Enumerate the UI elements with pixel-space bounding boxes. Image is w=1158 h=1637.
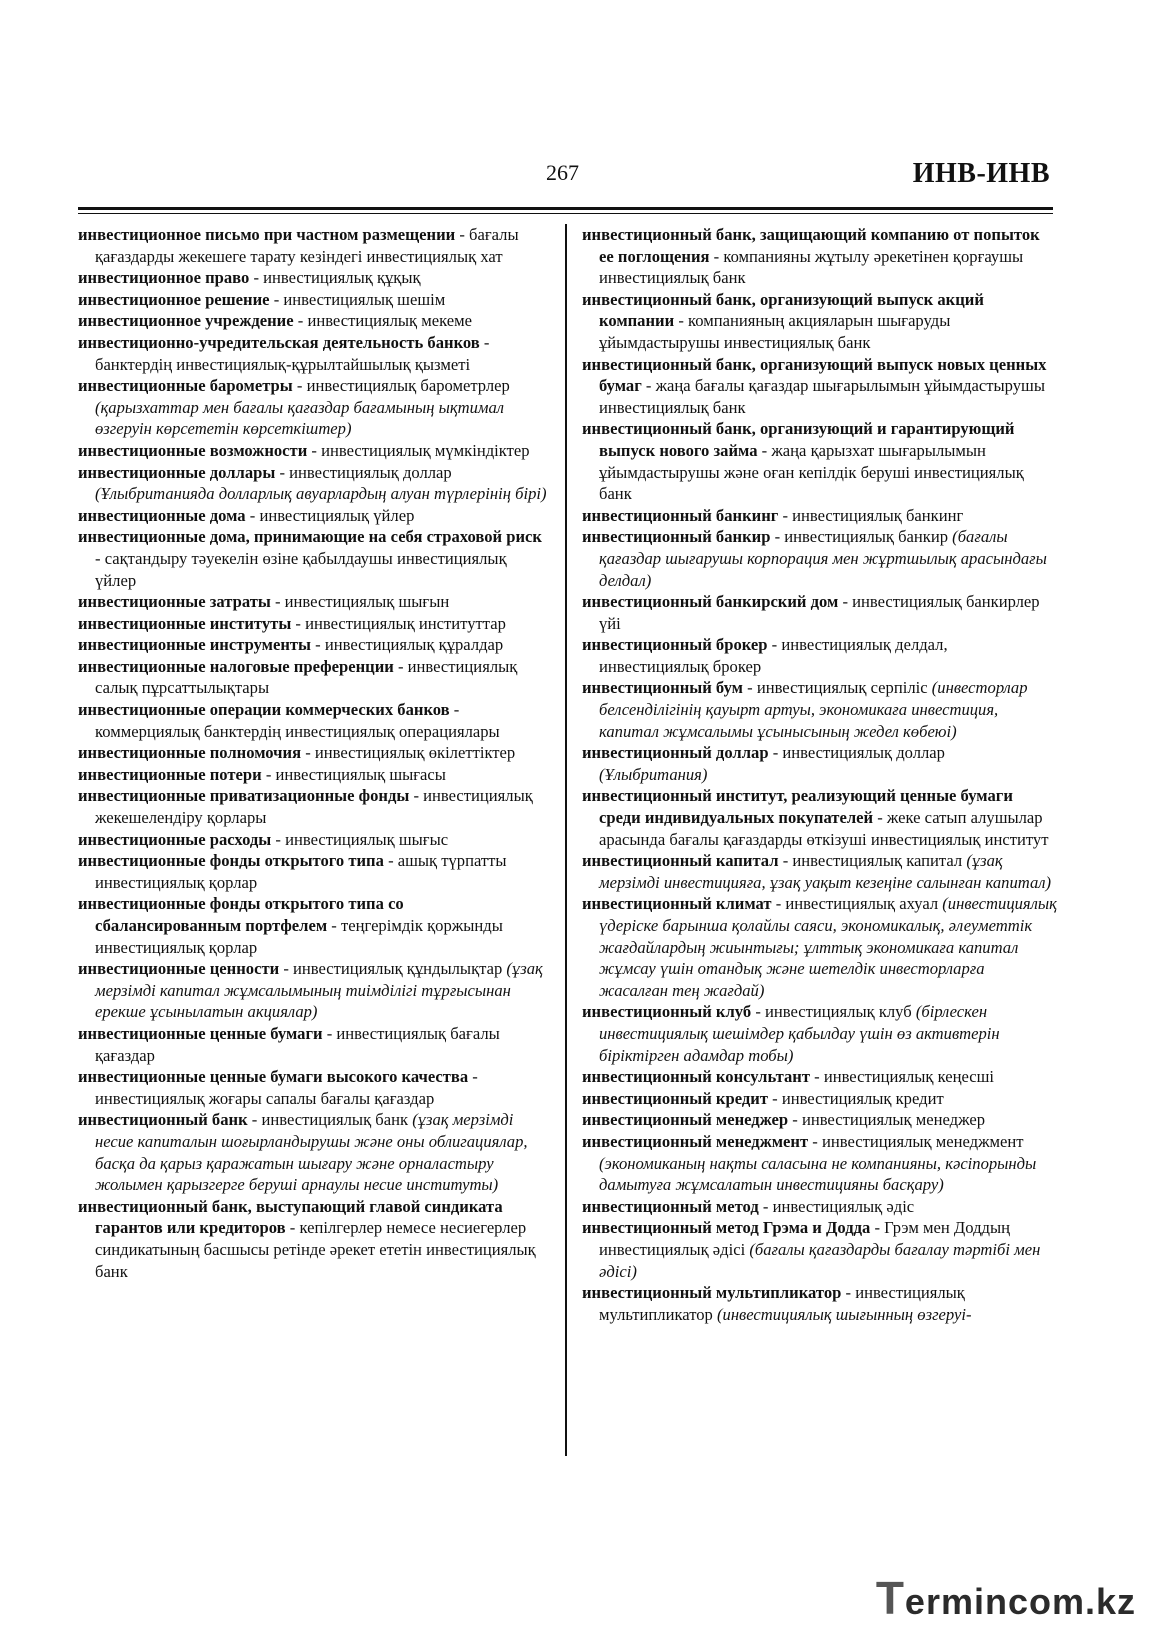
entry-definition: коммерциялық банктердің инвестициялық операциялары <box>95 721 500 741</box>
entry-term: инвестиционное письмо при частном размещении <box>78 225 456 244</box>
entry-definition: инвестициялық банк <box>261 1110 409 1130</box>
dictionary-entry: инвестиционное письмо при частном размещении - бағалы қағаздарды жекешеге тарату кезіндегі инвестициялық хат <box>78 225 519 266</box>
dictionary-entry: инвестиционные дома, принимающие на себя страховой риск - сақтандыру тәуекелін өзіне қабылдаушы инвестициялық үйлер <box>78 527 542 590</box>
dictionary-entry: инвестиционные затраты - инвестициялық шығын <box>78 592 450 612</box>
entry-term: инвестиционный бум <box>582 678 743 698</box>
entry-term: инвестиционный банк, организующий выпуск новых ценных бумаг <box>582 354 1047 396</box>
dictionary-entry: инвестиционные возможности - инвестициялық мүмкіндіктер <box>78 440 530 460</box>
entry-definition: жаңа қарызхат шығарылымын ұйымдастырушы және оған кепілдік беруші инвестициялық банк <box>599 440 1024 504</box>
dictionary-entry: инвестиционный банкир - инвестициялық банкир (бағалы қағаздар шығарушы корпорация мен жұртшылық арасындағы делдал) <box>582 527 1047 590</box>
entry-definition: инвестициялық бағалы қағаздар <box>95 1023 500 1065</box>
dictionary-entry: инвестиционные институты - инвестициялық институттар <box>78 613 506 633</box>
entry-term: инвестиционное решение <box>78 289 270 309</box>
dictionary-entry: инвестиционные приватизационные фонды - инвестициялық жекешелендіру қорлары <box>78 786 533 828</box>
dictionary-entry: инвестиционные фонды открытого типа - ашық түрпатты инвестициялық қорлар <box>78 851 507 892</box>
watermark-text: ermincom.kz <box>904 1581 1136 1622</box>
entry-definition: Грэм мен Доддың инвестициялық әдісі <box>599 1218 1010 1259</box>
dictionary-entry: инвестиционный банк - инвестициялық банк (ұзақ мерзімді несие капиталын шоғырландырушы және оны облигациялар, басқа да қарыз қаражатын шығару және орналастыру жолымен қарызгерге беруші арнаулы несие институты) <box>78 1110 528 1195</box>
entry-definition: инвестициялық институттар <box>305 613 506 633</box>
entry-term: инвестиционные доллары <box>78 462 276 482</box>
dictionary-entry: инвестиционный доллар - инвестициялық доллар (Ұлыбритания) <box>582 743 945 784</box>
entry-note: (бағалы қағаздарды бағалау тәртібі мен әдісі) <box>599 1239 1041 1281</box>
entry-definition: инвестициялық кредит <box>781 1088 944 1108</box>
entry-term: инвестиционный банк, выступающий главой синдиката гарантов или кредиторов <box>78 1196 503 1238</box>
entry-term: инвестиционный банкинг <box>582 505 779 525</box>
dictionary-entry: инвестиционное решение - инвестициялық шешім <box>78 289 446 309</box>
entry-term: инвестиционный банкирский дом <box>582 592 839 612</box>
dictionary-entry: инвестиционный мультипликатор - инвестициялық мультипликатор (инвестициялық шығынның өзгеруі- <box>582 1283 972 1324</box>
entry-term: инвестиционный институт, реализующий ценные бумаги среди индивидуальных покупателей <box>582 786 1013 828</box>
entry-definition: инвестициялық банкинг <box>792 505 964 525</box>
entry-definition: инвестициялық өкілеттіктер <box>314 743 516 763</box>
header-rule-thin <box>78 213 1053 214</box>
entry-definition: инвестициялық капитал <box>792 851 963 871</box>
entry-definition: инвестициялық құралдар <box>324 635 504 655</box>
entry-definition: инвестициялық үйлер <box>259 505 415 525</box>
entry-definition: инвестициялық ахуал <box>785 894 939 914</box>
entry-definition: инвестициялық доллар <box>289 462 452 482</box>
entry-definition: инвестициялық серпіліс <box>756 678 928 698</box>
entry-note: (қарызхаттар мен бағалы қағаздар бағамының ықтимал өзгеруін көрсететін көрсеткіштер) <box>95 397 505 439</box>
entry-term: инвестиционные дома, принимающие на себя страховой риск <box>78 527 542 547</box>
entry-term: инвестиционный кредит <box>582 1088 768 1108</box>
entry-definition: инвестициялық әдіс <box>772 1196 915 1216</box>
entry-term: инвестиционные инструменты <box>78 635 312 655</box>
entry-term: инвестиционный клуб <box>582 1002 752 1022</box>
entry-term: инвестиционный капитал <box>582 851 779 871</box>
entry-definition: инвестициялық банкир <box>784 527 949 547</box>
dictionary-entry: инвестиционный менеджер - инвестициялық менеджер <box>582 1110 985 1130</box>
entry-term: инвестиционные приватизационные фонды <box>78 786 410 806</box>
left-column <box>78 224 548 1282</box>
entry-note: (экономиканың нақты саласына не компанияны, кәсіпорынды дамытуға жұмсалатын инвестицияны басқару) <box>599 1153 1037 1195</box>
entry-definition: инвестициялық жекешелендіру қорлары <box>95 786 533 828</box>
entry-note: (бірлескен инвестициялық шешімдер қабылдау үшін өз активтерін біріктірген адамдар тобы) <box>599 1002 1000 1065</box>
dictionary-entry: инвестиционный банк, организующий выпуск акций компании - компанияның акцияларын шығаруды ұйымдастырушы инвестициялық банк <box>582 289 984 352</box>
dictionary-entry: инвестиционные ценные бумаги - инвестициялық бағалы қағаздар <box>78 1023 500 1065</box>
entry-definition: инвестициялық менеджер <box>801 1110 985 1130</box>
entry-term: инвестиционный менеджмент <box>582 1131 809 1151</box>
entry-definition: инвестициялық жоғары сапалы бағалы қағаздар <box>95 1088 435 1108</box>
dictionary-entry: инвестиционные барометры - инвестициялық барометрлер (қарызхаттар мен бағалы қағаздар бағамының ықтимал өзгеруін көрсететін көрсеткіштер) <box>78 376 510 439</box>
entry-term: инвестиционные барометры <box>78 376 293 396</box>
entry-definition: компанияны жұтылу әрекетінен қорғаушы инвестициялық банк <box>599 246 1024 288</box>
entry-definition: банктердің инвестициялық-құрылтайшылық қызметі <box>95 354 471 374</box>
entry-term: инвестиционный банкир <box>582 527 771 547</box>
entry-term: инвестиционный мультипликатор <box>582 1283 842 1303</box>
entry-term: инвестиционные операции коммерческих банков <box>78 700 450 720</box>
entry-term: инвестиционный метод <box>582 1196 759 1216</box>
entry-term: инвестиционные институты <box>78 613 292 633</box>
entry-definition: жаңа бағалы қағаздар шығарылымын ұйымдастырушы инвестициялық банк <box>599 376 1045 417</box>
dictionary-entry: инвестиционный кредит - инвестициялық кредит <box>582 1088 944 1108</box>
dictionary-entry: инвестиционный бум - инвестициялық серпіліс (инвесторлар белсенділігінің қауырт артуы, экономикаға инвестиция, капитал жұмсалымы ұсынысының жедел көбеюі) <box>582 678 1028 741</box>
dictionary-entry: инвестиционные потери - инвестициялық шығасы <box>78 764 446 784</box>
entry-definition: сақтандыру тәуекелін өзіне қабылдаушы инвестициялық үйлер <box>95 548 507 590</box>
entry-definition: инвестициялық мүмкіндіктер <box>321 440 530 460</box>
entry-term: инвестиционные затраты <box>78 592 271 612</box>
entry-term: инвестиционные потери <box>78 764 262 784</box>
entry-definition: инвестициялық кеңесші <box>823 1067 995 1087</box>
entry-note: (Ұлыбритания) <box>599 764 708 784</box>
entry-term: инвестиционные возможности <box>78 440 308 460</box>
dictionary-entry: инвестиционный метод - инвестициялық әдіс <box>582 1196 915 1216</box>
entry-definition: инвестициялық менеджмент <box>821 1131 1024 1151</box>
entry-definition: инвестициялық банкирлер үйі <box>599 592 1040 633</box>
entry-term: инвестиционный метод Грэма и Додда <box>582 1218 871 1238</box>
dictionary-entry: инвестиционные ценности - инвестициялық құндылықтар (ұзақ мерзімді капитал жұмсалымының тиімділігі тұрғысынан ерекше ұсынылатын акциялар) <box>78 959 543 1022</box>
entry-note: (ұзақ мерзімді капитал жұмсалымының тиімділігі тұрғысынан ерекше ұсынылатын акциялар) <box>95 959 543 1022</box>
entry-definition: инвестициялық шығыс <box>285 829 449 849</box>
entry-term: инвестиционные фонды открытого типа со сбалансированным портфелем <box>78 894 404 935</box>
entry-definition: инвестициялық мекеме <box>307 311 472 331</box>
dictionary-entry: инвестиционные полномочия - инвестициялық өкілеттіктер <box>78 743 516 763</box>
entry-term: инвестиционные расходы <box>78 829 272 849</box>
entry-definition: инвестициялық доллар <box>782 743 945 763</box>
dictionary-entry: инвестиционный институт, реализующий ценные бумаги среди индивидуальных покупателей - жеке сатып алушылар арасында бағалы қағаздарды өткізуші инвестициялық институт <box>582 786 1049 849</box>
entry-definition: инвестициялық құқық <box>263 268 421 288</box>
entry-note: (ұзақ мерзімді инвестицияға, ұзақ уақыт кезеңіне салынған капитал) <box>599 851 1052 892</box>
entry-note: (инвестициялық шығынның өзгеруі- <box>717 1304 972 1324</box>
running-head: ИНВ-ИНВ <box>912 158 1050 189</box>
dictionary-entry: инвестиционный климат - инвестициялық ахуал (инвестициялық үдеріске барынша қолайлы саяси, экономикалық, әлеуметтік жағдайлардың жиынтығы; ұлттық экономикаға капитал жұмсау үшін отандық және шетелдік инвесторларға жасалған тең жағдай) <box>582 894 1057 1000</box>
header-rule-thick <box>78 207 1053 210</box>
watermark-initial: T <box>875 1572 905 1624</box>
entry-note: (ұзақ мерзімді несие капиталын шоғырландырушы және оны облигациялар, басқа да қарыз қаражатын шығару және орналастыру жолымен қарызгерге беруші арнаулы несие институты) <box>95 1110 528 1195</box>
entry-term: инвестиционный доллар <box>582 743 769 763</box>
entry-term: инвестиционный брокер <box>582 635 768 655</box>
entry-definition: инвестициялық шығасы <box>275 764 446 784</box>
entry-definition: ашық түрпатты инвестициялық қорлар <box>95 851 507 892</box>
entry-definition: инвестициялық құндылықтар <box>293 959 503 979</box>
entry-term: инвестиционные ценности <box>78 959 280 979</box>
entry-note: (инвесторлар белсенділігінің қауырт артуы, экономикаға инвестиция, капитал жұмсалымы ұсынысының жедел көбеюі) <box>599 678 1028 741</box>
page-number: 267 <box>546 160 579 185</box>
dictionary-entry: инвестиционный банк, организующий выпуск новых ценных бумаг - жаңа бағалы қағаздар шығарылымын ұйымдастырушы инвестициялық банк <box>582 354 1047 417</box>
site-watermark-logo <box>876 1571 1136 1625</box>
dictionary-entry: инвестиционный банкирский дом - инвестициялық банкирлер үйі <box>582 592 1040 633</box>
dictionary-entry: инвестиционный банк, защищающий компанию от попыток ее поглощения - компанияны жұтылу әрекетінен қорғаушы инвестициялық банк <box>582 225 1040 288</box>
entry-term: инвестиционный банк, организующий выпуск акций компании <box>582 289 984 331</box>
dictionary-entry: инвестиционный банк, выступающий главой синдиката гарантов или кредиторов - кепілгерлер немесе несиегерлер синдикатының басшысы ретінде әрекет ететін инвестициялық банк <box>78 1196 536 1281</box>
entry-definition: инвестициялық клуб <box>765 1002 912 1022</box>
entry-term: инвестиционное право <box>78 268 250 288</box>
entry-definition: инвестициялық шығын <box>284 592 450 612</box>
dictionary-entry: инвестиционные доллары - инвестициялық доллар (Ұлыбританияда долларлық авуарлардың алуан түрлерінің бірі) <box>78 462 547 504</box>
dictionary-entry: инвестиционные налоговые преференции - инвестициялық салық пұрсаттылықтары <box>78 656 518 698</box>
entry-note: (бағалы қағаздар шығарушы корпорация мен жұртшылық арасындағы делдал) <box>599 527 1047 590</box>
entry-term: инвестиционные ценные бумаги высокого качества <box>78 1067 469 1087</box>
dictionary-entry: инвестиционные дома - инвестициялық үйлер <box>78 505 415 525</box>
entry-definition: инвестициялық барометрлер <box>306 376 510 396</box>
entry-note: (инвестициялық үдеріске барынша қолайлы саяси, экономикалық, әлеуметтік жағдайлардың жиынтығы; ұлттық экономикаға капитал жұмсау үшін отандық және шетелдік инвесторларға жасалған тең жағдай) <box>599 894 1057 1000</box>
dictionary-entry: инвестиционный капитал - инвестициялық капитал (ұзақ мерзімді инвестицияға, ұзақ уақыт кезеңіне салынған капитал) <box>582 851 1052 892</box>
entry-definition: кепілгерлер немесе несиегерлер синдикатының басшысы ретінде әрекет ететін инвестициялық банк <box>95 1218 536 1281</box>
dictionary-entry: инвестиционные фонды открытого типа со сбалансированным портфелем - теңгерімдік қоржынды инвестициялық қорлар <box>78 894 503 957</box>
entry-term: инвестиционные фонды открытого типа <box>78 851 384 871</box>
entry-term: инвестиционный консультант <box>582 1067 810 1087</box>
dictionary-entry: инвестиционный метод Грэма и Додда - Грэм мен Доддың инвестициялық әдісі (бағалы қағаздарды бағалау тәртібі мен әдісі) <box>582 1218 1041 1281</box>
column-divider <box>565 224 567 1456</box>
dictionary-entry: инвестиционный клуб - инвестициялық клуб (бірлескен инвестициялық шешімдер қабылдау үшін өз активтерін біріктірген адамдар тобы) <box>582 1002 1000 1065</box>
entry-definition: инвестициялық делдал, инвестициялық брокер <box>599 635 948 676</box>
entry-term: инвестиционные ценные бумаги <box>78 1023 323 1043</box>
entry-definition: инвестициялық мультипликатор <box>599 1283 965 1324</box>
dictionary-entry: инвестиционный банкинг - инвестициялық банкинг <box>582 505 964 525</box>
dictionary-entry: инвестиционное учреждение - инвестициялық мекеме <box>78 311 472 331</box>
dictionary-entry: инвестиционный банк, организующий и гарантирующий выпуск нового займа - жаңа қарызхат шығарылымын ұйымдастырушы және оған кепілдік беруші инвестициялық банк <box>582 419 1024 504</box>
entry-term: инвестиционно-учредительская деятельность банков <box>78 332 480 352</box>
entry-definition: инвестициялық салық пұрсаттылықтары <box>95 656 518 698</box>
entry-note: (Ұлыбританияда долларлық авуарлардың алуан түрлерінің бірі) <box>95 484 547 504</box>
entry-term: инвестиционный климат <box>582 894 772 914</box>
entry-term: инвестиционные полномочия <box>78 743 302 763</box>
dictionary-entry: инвестиционный брокер - инвестициялық делдал, инвестициялық брокер <box>582 635 948 676</box>
entry-definition: жеке сатып алушылар арасында бағалы қағаздарды өткізуші инвестициялық институт <box>599 808 1049 849</box>
entry-term: инвестиционный банк, организующий и гарантирующий выпуск нового займа <box>582 419 1015 460</box>
dictionary-entry: инвестиционные ценные бумаги высокого качества - инвестициялық жоғары сапалы бағалы қағаздар <box>78 1067 478 1108</box>
entry-definition: теңгерімдік қоржынды инвестициялық қорлар <box>95 916 503 957</box>
entry-term: инвестиционные налоговые преференции <box>78 656 394 676</box>
entry-term: инвестиционные дома <box>78 505 246 525</box>
entry-definition: компанияның акцияларын шығаруды ұйымдастырушы инвестициялық банк <box>599 311 951 352</box>
entry-term: инвестиционное учреждение <box>78 311 294 331</box>
dictionary-entry: инвестиционные инструменты - инвестициялық құралдар <box>78 635 504 655</box>
dictionary-entry: инвестиционный консультант - инвестициялық кеңесші <box>582 1067 995 1087</box>
entry-term: инвестиционный банк <box>78 1110 248 1130</box>
entry-term: инвестиционный банк, защищающий компанию от попыток ее поглощения <box>582 225 1040 266</box>
entry-term: инвестиционный менеджер <box>582 1110 789 1130</box>
dictionary-entry: инвестиционный менеджмент - инвестициялық менеджмент (экономиканың нақты саласына не компанияны, кәсіпорынды дамытуға жұмсалатын инвестицияны басқару) <box>582 1131 1037 1195</box>
entry-definition: бағалы қағаздарды жекешеге тарату кезіндегі инвестициялық хат <box>95 225 519 266</box>
dictionary-entry: инвестиционные расходы - инвестициялық шығыс <box>78 829 449 849</box>
dictionary-entry: инвестиционное право - инвестициялық құқық <box>78 268 421 288</box>
entry-definition: инвестициялық шешім <box>283 289 446 309</box>
dictionary-entry: инвестиционно-учредительская деятельность банков - банктердің инвестициялық-құрылтайшылық қызметі <box>78 332 490 374</box>
right-column <box>582 224 1057 1325</box>
dictionary-entry: инвестиционные операции коммерческих банков - коммерциялық банктердің инвестициялық операциялары <box>78 700 500 741</box>
